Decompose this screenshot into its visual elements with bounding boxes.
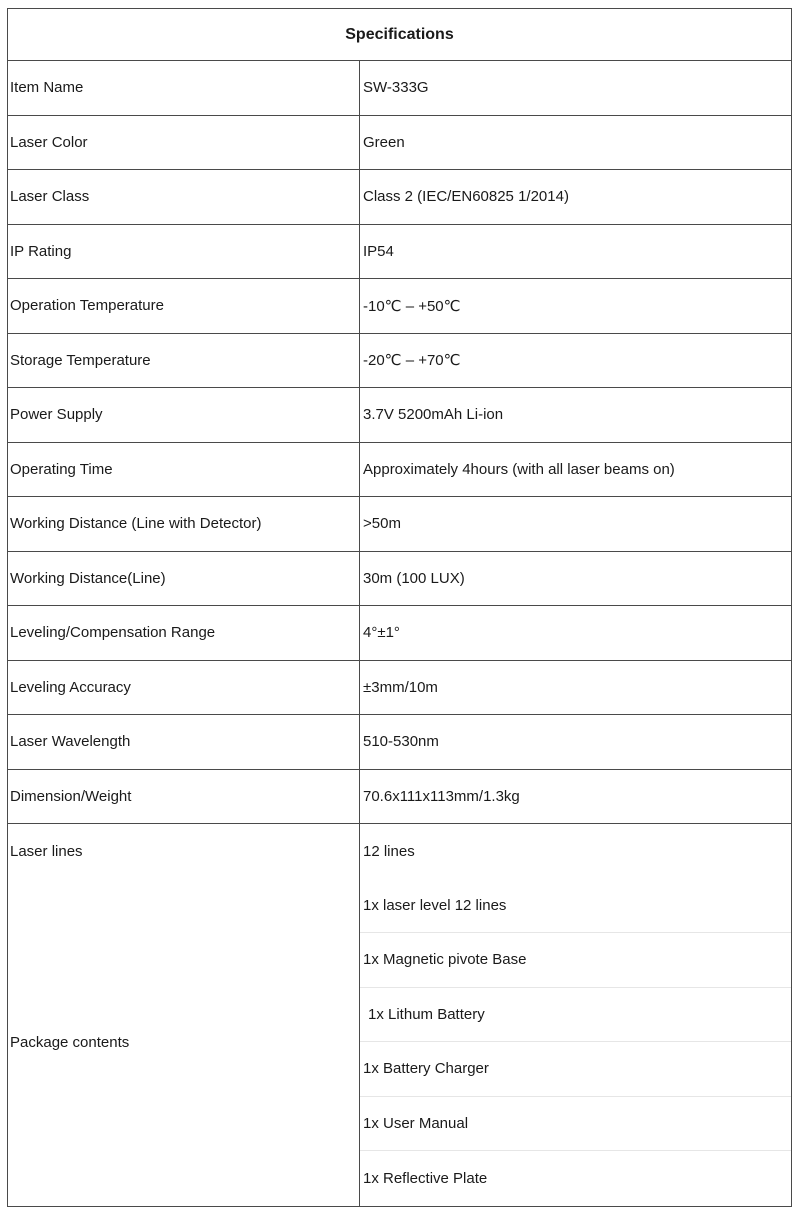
table-row [8, 606, 791, 661]
spec-value: 3.7V 5200mAh Li-ion [363, 406, 504, 424]
table-row [8, 770, 791, 825]
spec-value: 30m (100 LUX) [363, 569, 465, 587]
specifications-table [7, 8, 792, 1207]
spec-value: >50m [363, 515, 401, 533]
spec-value: -10℃ – +50℃ [363, 297, 461, 315]
spec-value: Approximately 4hours (with all laser beams on) [363, 460, 675, 478]
package-item: 1x Magnetic pivote Base [360, 933, 791, 988]
spec-value: -20℃ – +70℃ [363, 352, 461, 370]
package-contents-list [360, 879, 791, 1206]
table-row [8, 334, 791, 389]
package-contents-row [8, 879, 791, 1206]
table-row [8, 225, 791, 280]
spec-label: Storage Temperature [8, 334, 360, 388]
spec-value: 70.6x111x113mm/1.3kg [363, 787, 520, 805]
spec-label: Dimension/Weight [8, 770, 360, 824]
package-item: 1x Battery Charger [360, 1042, 791, 1097]
spec-value: 12 lines [363, 842, 415, 860]
spec-label: Leveling Accuracy [8, 661, 360, 715]
table-row [8, 279, 791, 334]
table-row [8, 552, 791, 607]
package-item: 1x Lithum Battery [360, 988, 791, 1043]
spec-label: Item Name [8, 61, 360, 115]
spec-label: Laser Class [8, 170, 360, 224]
table-title: Specifications [8, 9, 791, 61]
spec-label: Laser Wavelength [8, 715, 360, 769]
table-row [8, 388, 791, 443]
package-item: 1x Reflective Plate [363, 1169, 488, 1187]
package-item: 1x laser level 12 lines [360, 879, 791, 934]
spec-label: Power Supply [8, 388, 360, 442]
spec-value: IP54 [363, 242, 394, 260]
table-row [8, 824, 791, 879]
spec-label: Working Distance (Line with Detector) [8, 497, 360, 551]
table-row [8, 170, 791, 225]
table-row [8, 715, 791, 770]
table-row [8, 661, 791, 716]
spec-value: Green [363, 133, 405, 151]
spec-rows [8, 61, 791, 879]
table-row [8, 497, 791, 552]
table-row [8, 443, 791, 498]
spec-label: Operating Time [8, 443, 360, 497]
spec-value: Class 2 (IEC/EN60825 1/2014) [363, 188, 569, 206]
spec-label: Operation Temperature [8, 279, 360, 333]
spec-label: Laser Color [8, 116, 360, 170]
spec-label: Laser lines [8, 824, 360, 879]
spec-label: Leveling/Compensation Range [8, 606, 360, 660]
spec-value: ±3mm/10m [363, 678, 438, 696]
spec-label: Working Distance(Line) [8, 552, 360, 606]
table-row [8, 116, 791, 171]
table-row [8, 61, 791, 116]
spec-value: 4°±1° [363, 624, 400, 642]
package-item: 1x User Manual [360, 1097, 791, 1152]
spec-value: 510-530nm [363, 733, 439, 751]
package-contents-label: Package contents [8, 879, 360, 1206]
spec-label: IP Rating [8, 225, 360, 279]
spec-value: SW-333G [363, 79, 429, 97]
